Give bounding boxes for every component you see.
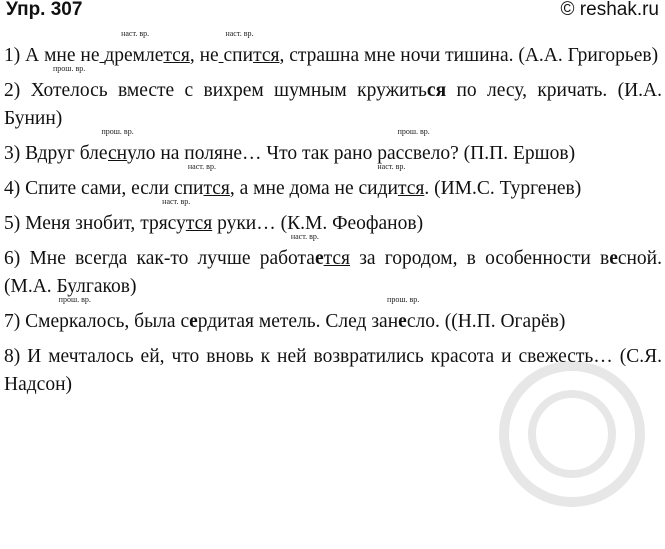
reflexive-suffix: ся <box>426 80 447 101</box>
tense-annotation: наст. вр. <box>162 197 191 206</box>
verb-rabotaetsya: наст. вр. работается <box>259 232 350 269</box>
exercise-title: Упр. 307 <box>6 0 83 20</box>
text: , <box>189 45 200 66</box>
tense-annotation: наст. вр. <box>225 29 254 38</box>
tense-annotation: прош. вр. <box>58 295 91 304</box>
text: , страшна мне ночи тишина. (А.А. Григорьев) <box>279 45 659 66</box>
text: 1) А мне <box>4 45 81 66</box>
item-1 <box>4 29 662 70</box>
item-3: 3) Вдруг прош. вр. блеснуло на поляне… Что так рано прош. вр. рассвело? (П.П. Ершов) <box>4 140 662 168</box>
verb-zaneslo: прош. вр. занесло <box>371 295 435 332</box>
tense-annotation: прош. вр. <box>397 127 430 136</box>
tense-annotation: наст. вр. <box>290 232 319 241</box>
item-5: 5) Меня знобит, наст. вр. трясутся руки… (К.М. Феофанов) <box>4 210 662 238</box>
tense-annotation: прош. вр. <box>101 127 134 136</box>
tense-annotation: прош. вр. <box>53 64 86 73</box>
tense-annotation: наст. вр. <box>187 162 216 171</box>
verb-spitsya: наст. вр. спится <box>173 162 230 199</box>
verb-rassvelo: прош. вр. рассвело <box>377 127 451 164</box>
tense-annotation: наст. вр. <box>121 29 150 38</box>
item-6: 6) Мне всегда как-то лучше наст. вр. работается за городом, в особенности весной. (М.А. Булгаков) <box>4 232 662 297</box>
site-credit: © reshak.ru <box>560 0 659 20</box>
verb-khotelos: прош. вр. Хотелось <box>30 64 108 101</box>
item-7: 7) прош. вр. Смеркалось, была сердитая метель. След прош. вр. занесло. ((Н.П. Огарёв) <box>4 308 662 336</box>
verb-smerkalos: прош. вр. Смеркалось <box>25 295 125 332</box>
item-8: 8) И мечталось ей, что вновь к ней возвратились красота и свежесть… (С.Я. Надсон) <box>4 346 662 395</box>
tense-annotation: наст. вр. <box>377 162 406 171</box>
item-2: 2) прош. вр. Хотелось вместе с вихрем шумным кружиться по лесу, кричать. (И.А. Бунин) <box>4 64 662 129</box>
verb-tryasutsya: наст. вр. трясутся <box>140 197 213 234</box>
verb-ne-spitsya: наст. вр. не спится <box>199 29 280 66</box>
item-4: 4) Спите сами, если наст. вр. спится, а мне дома не наст. вр. сидится. (ИМ.С. Тургенев) <box>4 175 662 203</box>
tense-annotation: прош. вр. <box>387 295 420 304</box>
verb-blesnulo: прош. вр. блеснуло <box>79 127 156 164</box>
verb-ne-dremletsya: наст. вр. не дремлется <box>80 29 190 66</box>
verb-siditsya: наст. вр. сидится <box>358 162 425 199</box>
exercise-items <box>4 29 662 406</box>
header <box>6 0 659 24</box>
